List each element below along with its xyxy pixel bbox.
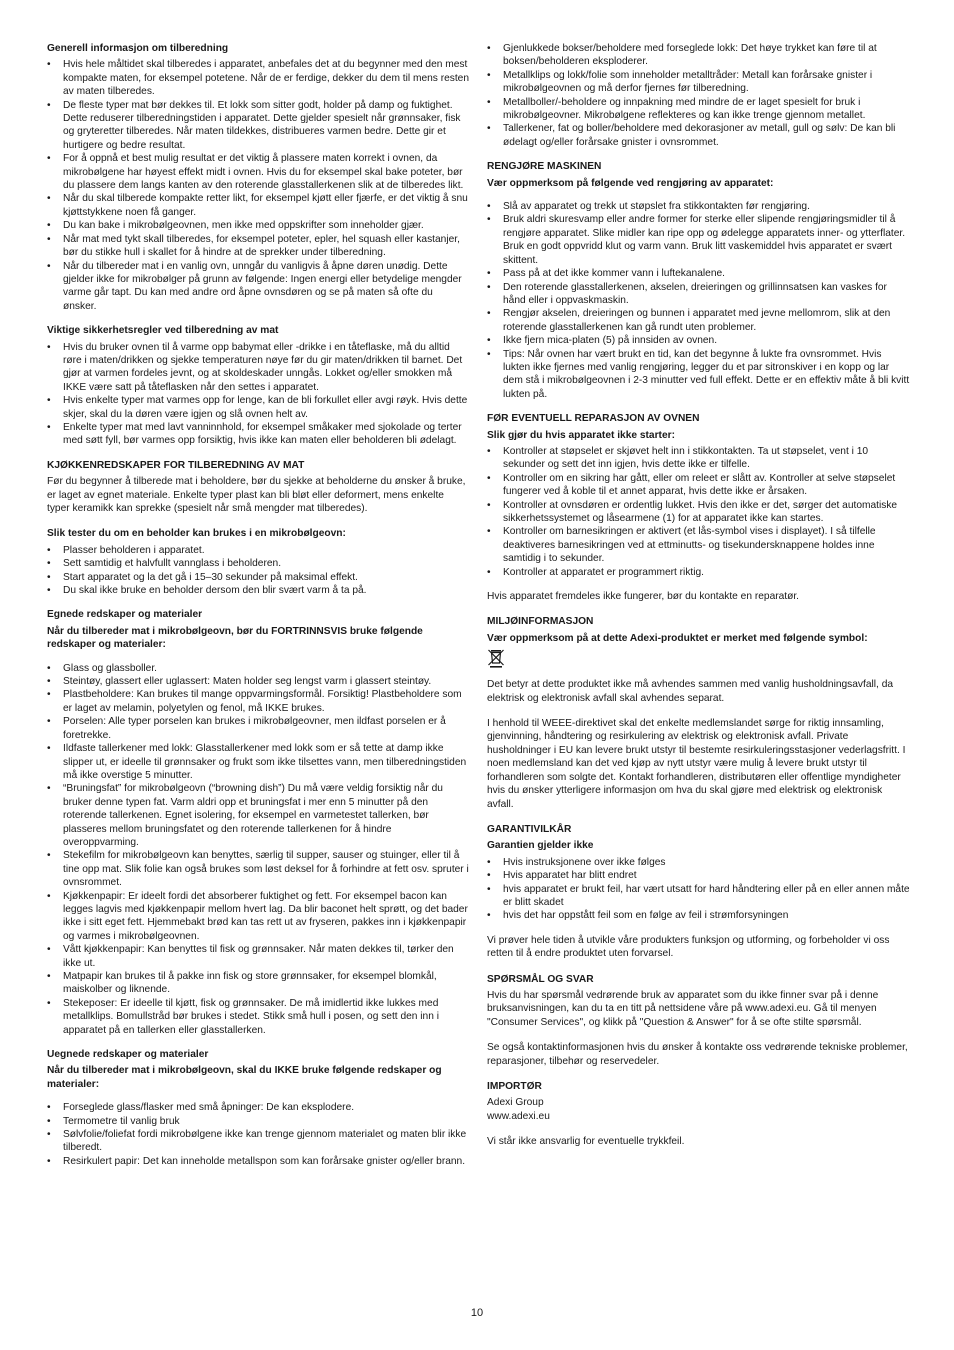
list-item: • Når du tilbereder mat i en vanlig ovn, unngår du vanligvis å åpne døren unødig. Dette gjelder ikke for mikrobølger på grunn av følgende: Ingen energi eller betydelige mengder varme går tapt. Du kan med andre ord åpne ovnsdøren og se på maten så ofte du ønsker. <box>47 260 469 314</box>
general-info-heading: Generell informasjon om tilberedning <box>47 43 229 54</box>
list-item: • Pass på at det ikke kommer vann i luftekanalene. <box>487 267 911 280</box>
unsuitable-heading: Uegnede redskaper og materialer <box>47 1049 209 1061</box>
list-item: • Kontroller at ovnsdøren er ordentlig lukket. Hvis den ikke er det, sørger det automatiske sikkerhetssystemet og låsearmene (1) for at apparatet ikke kan startes. <box>487 499 911 526</box>
environment-paragraph-1: Det betyr at dette produktet ikke må avhendes sammen med vanlig husholdningsavfall, da elektrisk og elektronisk avfall skal avhendes separat. <box>487 679 894 704</box>
list-item: • Tips: Når ovnen har vært brukt en tid, kan det begynne å lukte fra ovnsrommet. Hvis lukten ikke fjernes med vanlig rengjøring, legger du et par sitronskiver i en kopp og lar dem stå i mikrobølgeovnen i 2-3 minutter ved full effekt. Dette er en effektiv måte å bli kvitt lukten på. <box>487 348 911 402</box>
crossed-bin-icon <box>487 648 505 668</box>
list-item: • De fleste typer mat bør dekkes til. Et lokk som sitter godt, holder på damp og fuktighet. Dette reduserer tilberedningstiden i apparatet. Dette gjelder spesielt når grønnsaker, fisk og gryteretter tilberedes. Når maten tildekkes, distribueres varmen bedre. Dette gir et hurtigere og bedre resultat. <box>47 99 469 153</box>
printing-disclaimer: Vi står ikke ansvarlig for eventuelle trykkfeil. <box>487 1136 685 1148</box>
importer-heading: IMPORTØR <box>487 1081 542 1092</box>
list-item: • Stekefilm for mikrobølgeovn kan benyttes, særlig til supper, sauser og stuinger, eller til å tine opp mat. Slik folie kan også brukes som løst deksel for å forhindre at fett osv. spruter i ovnsrommet. <box>47 849 469 889</box>
list-item: • hvis apparatet er brukt feil, har vært utsatt for hard håndtering eller på en eller annen måte er blitt skadet <box>487 883 911 910</box>
list-item: • Plasser beholderen i apparatet. <box>47 544 469 557</box>
list-item: • Hvis du bruker ovnen til å varme opp babymat eller -drikke i en tåteflaske, må du alltid røre i maten/drikken og sjekke temperaturen nøye før du gir maten/drikken til barnet. Det gjør at varmen fordeles jevnt, og at skoldeskader unngås. Lokket og/eller smokken må IKKE være satt på tåteflasken når den settes i apparatet. <box>47 341 469 395</box>
list-item: • Metallboller/-beholdere og innpakning med mindre de er laget spesielt for bruk i mikrobølgeovner. Mikrobølgene reflekteres og kan ikke trenge gjennom metallet. <box>487 96 911 123</box>
page-number: 10 <box>470 1307 484 1319</box>
list-item: • Kontroller at apparatet er programmert riktig. <box>487 566 911 579</box>
list-item: • Ildfaste tallerkener med lokk: Glasstallerkener med lokk som er så tette at damp ikke slipper ut, er ideelle til grønnsaker og frukt som ikke tilsettes vann, men tilberedningstiden må ikke overstige 5 minutter. <box>47 742 469 782</box>
list-item: • Slå av apparatet og trekk ut støpslet fra stikkontakten før rengjøring. <box>487 200 911 213</box>
list-item: • Stekeposer: Er ideelle til kjøtt, fisk og grønnsaker. De må imidlertid ikke lukkes med metallklips. Bomullstråd bør brukes i stedet. Stikk små hull i posen, og sett den inn i apparatet på en tallerken eller glasstallerken. <box>47 997 469 1037</box>
list-item: • Glass og glassboller. <box>47 662 469 675</box>
general-info-list <box>47 58 469 313</box>
qa-paragraph-1: Hvis du har spørsmål vedrørende bruk av apparatet som du ikke finner svar på i denne bruksanvisningen, kan du ta en titt på nettsidene våre på www.adexi.eu. Gå til menyen "Consumer Services", og klikk på "Question & Answer" for å se ofte stilte spørsmål. <box>487 989 879 1028</box>
list-item: • Den roterende glasstallerkenen, akselen, dreieringen og grillinnsatsen kan vaskes for hånd eller i oppvaskmaskin. <box>487 281 911 308</box>
suitable-list <box>47 662 469 1037</box>
list-item: • Metallklips og lokk/folie som inneholder metalltråder: Metall kan forårsake gnister i mikrobølgeovnen og må derfor fjernes før tilberedning. <box>487 69 911 96</box>
unsuitable-subheading: Når du tilbereder mat i mikrobølgeovn, skal du IKKE bruke følgende redskaper og materialer: <box>47 1065 442 1090</box>
list-item: • Porselen: Alle typer porselen kan brukes i mikrobølgeovner, men ildfast porselen er å foretrekke. <box>47 715 469 742</box>
warranty-paragraph: Vi prøver hele tiden å utvikle våre produkters funksjon og utforming, og forbeholder vi oss retten til å endre produktet uten forvarsel. <box>487 934 890 960</box>
list-item: • Vått kjøkkenpapir: Kan benyttes til fisk og grønnsaker. Når maten dekkes til, tørker den ikke ut. <box>47 943 469 970</box>
cookware-paragraph: Før du begynner å tilberede mat i beholdere, bør du sjekke at beholderne du ønsker å bruke, er laget av egnet materiale. Enkelte typer plast kan bli bløt eller deformert, mens enkelte typer keramikk kan sprekke (spesielt når små mengder mat tilberedes). <box>47 476 466 514</box>
list-item: • Tallerkener, fat og boller/beholdere med dekorasjoner av metall, gull og sølv: De kan bli ødelagt og/eller forårsake gnister i ovnsrommet. <box>487 122 911 149</box>
list-item: • Når mat med tykt skall tilberedes, for eksempel poteter, epler, hel squash eller kastanjer, bør du stikke hull i skallet for å hindre at de sprekker under tilberedning. <box>47 233 469 260</box>
list-item: • Gjenlukkede bokser/beholdere med forseglede lokk: Det høye trykket kan føre til at boksen/beholderen eksploderer. <box>487 42 911 69</box>
environment-heading: MILJØINFORMASJON <box>487 616 594 628</box>
list-item: • Ikke fjern mica-platen (5) på innsiden av ovnen. <box>487 334 911 347</box>
left-column <box>47 42 469 1179</box>
list-item: • Bruk aldri skuresvamp eller andre former for sterke eller slipende rengjøringsmidler til å rengjøre apparatet. Slike midler kan ripe opp og ødelegge apparatets inner- og ytterflater. Bruk en godt oppvridd klut og varm vann. Bruk litt vaskemiddel hvis apparatet er svært skittent. <box>487 213 911 267</box>
safety-heading: Viktige sikkerhetsregler ved tilberedning av mat <box>47 325 279 337</box>
list-item: • Når du skal tilberede kompakte retter likt, for eksempel kjøtt eller fjærfe, er det viktig å snu kjøttstykkene noen få ganger. <box>47 192 469 219</box>
warranty-subheading: Garantien gjelder ikke <box>487 840 594 852</box>
repair-paragraph: Hvis apparatet fremdeles ikke fungerer, bør du kontakte en reparatør. <box>487 591 800 603</box>
list-item: • Hvis instruksjonene over ikke følges <box>487 856 911 869</box>
list-item: • Forseglede glass/flasker med små åpninger: De kan eksplodere. <box>47 1101 469 1114</box>
suitable-subheading: Når du tilbereder mat i mikrobølgeovn, bør du FORTRINNSVIS bruke følgende redskaper og materialer: <box>47 625 423 651</box>
warranty-heading: GARANTIVILKÅR <box>487 823 572 835</box>
list-item: • Du skal ikke bruke en beholder dersom den blir svært varm å ta på. <box>47 584 469 597</box>
list-item: • Matpapir kan brukes til å pakke inn fisk og store grønnsaker, for eksempel blomkål, maiskolber og liknende. <box>47 970 469 997</box>
test-heading: Slik tester du om en beholder kan brukes i en mikrobølgeovn: <box>47 528 346 540</box>
list-item: • Rengjør akselen, dreieringen og bunnen i apparatet med jevne mellomrom, slik at den roterende glasstallerkenen kan gå rundt uten problemer. <box>487 307 911 334</box>
unsuitable-list <box>47 1101 469 1168</box>
right-column <box>487 42 911 1149</box>
importer-website: www.adexi.eu <box>487 1110 550 1122</box>
list-item: • Termometre til vanlig bruk <box>47 1115 469 1128</box>
list-item: • Kontroller om barnesikringen er aktivert (et lås-symbol vises i displayet). I så tilfelle deaktiveres barnesikringen ved at ettminutts- og tisekundersknappene holdes inne samtidig i to sekunder. <box>487 525 911 565</box>
list-item: • Sett samtidig et halvfullt vannglass i beholderen. <box>47 557 469 570</box>
list-item: • Steintøy, glassert eller uglassert: Maten holder seg lengst varm i glassert steintøy. <box>47 675 469 688</box>
suitable-heading: Egnede redskaper og materialer <box>47 609 203 621</box>
list-item: • Du kan bake i mikrobølgeovnen, men ikke med oppskrifter som inneholder gjær. <box>47 219 469 232</box>
list-item: • hvis det har oppstått feil som en følge av feil i strømforsyningen <box>487 909 911 922</box>
list-item: • Hvis hele måltidet skal tilberedes i apparatet, anbefales det at du begynner med den mest kompakte maten, for eksempel potetene. Når de er ferdige, dekker du dem til mens resten av maten tilberedes. <box>47 58 469 98</box>
cleaning-list <box>487 200 911 401</box>
list-item: • Sølvfolie/foliefat fordi mikrobølgene ikke kan trenge gjennom materialet og maten blir ikke tilberedt. <box>47 1128 469 1155</box>
list-item: • Hvis apparatet har blitt endret <box>487 869 911 882</box>
warranty-list <box>487 856 911 923</box>
importer-name: Adexi Group <box>487 1097 544 1109</box>
test-list <box>47 544 469 598</box>
environment-subheading: Vær oppmerksom på at dette Adexi-produktet er merket med følgende symbol: <box>487 632 868 644</box>
list-item: • Resirkulert papir: Det kan inneholde metallspon som kan forårsake gnister og/eller brann. <box>47 1155 469 1168</box>
repair-heading: FØR EVENTUELL REPARASJON AV OVNEN <box>487 413 700 425</box>
cleaning-subheading: Vær oppmerksom på følgende ved rengjøring av apparatet: <box>487 177 774 189</box>
list-item: • Hvis enkelte typer mat varmes opp for lenge, kan de bli forkullet eller avgi røyk. Hvis dette skjer, skal du la døren være igjen og slå ovnen helt av. <box>47 394 469 421</box>
environment-paragraph-2: I henhold til WEEE-direktivet skal det enkelte medlemslandet sørge for riktig innsamling, gjenvinning, håndtering og resirkulering av elektrisk og elektronisk avfall. Private husholdninger i EU kan levere brukt utstyr til bestemte resirkuleringsstasjoner vederlagsfritt. I noen medlemsland kan det ved kjøp av nytt utstyr være mulig å levere brukt utstyr til forhandleren som solgte det. Kontakt forhandleren, distributøren eller offentlige myndigheter hvis du ønsker ytterligere informasjon om hva du skal gjøre med elektrisk og elektronisk avfall. <box>487 718 906 810</box>
list-item: • Kontroller om en sikring har gått, eller om releet er slått av. Kontroller at selve støpselet fungerer ved å koble til et annet apparat, hvis dette ikke er årsaken. <box>487 472 911 499</box>
list-item: • Kjøkkenpapir: Er ideelt fordi det absorberer fuktighet og fett. For eksempel bacon kan legges lagvis med kjøkkenpapir mellom hvert lag. Da blir baconet helt sprøtt, og det bader ikke i sitt eget fett. Hjemmebakt brød kan tas rett ut av fryseren, pakkes inn i kjøkkenpapir og varmes i mikrobølgeovnen. <box>47 890 469 944</box>
list-item: • For å oppnå et best mulig resultat er det viktig å plassere maten korrekt i ovnen, da mikrobølgene har høyest effekt midt i ovnen. Hvis du for eksempel skal bake poteter, bør du plassere dem langs kanten av den roterende glasstallerkenen slik at de tilberedes likt. <box>47 152 469 192</box>
list-item: • Start apparatet og la det gå i 15–30 sekunder på maksimal effekt. <box>47 571 469 584</box>
repair-list <box>487 445 911 579</box>
list-item: • Kontroller at støpselet er skjøvet helt inn i stikkontakten. Ta ut støpselet, vent i 10 sekunder og sett det inn igjen, hvis dette ikke er tilfelle. <box>487 445 911 472</box>
repair-subheading: Slik gjør du hvis apparatet ikke starter: <box>487 429 675 441</box>
safety-list <box>47 341 469 448</box>
unsuitable-list-continued <box>487 42 911 149</box>
cleaning-heading: RENGJØRE MASKINEN <box>487 161 602 173</box>
list-item: • Plastbeholdere: Kan brukes til mange oppvarmingsformål. Forsiktig! Plastbeholdere som er laget av melamin, polyetylen og fenol, må IKKE brukes. <box>47 688 469 715</box>
cookware-heading: KJØKKENREDSKAPER FOR TILBEREDNING AV MAT <box>47 459 305 471</box>
qa-paragraph-2: Se også kontaktinformasjonen hvis du ønsker å kontakte oss vedrørende tekniske problemer, reparasjoner, tilbehør og reservedeler. <box>487 1042 908 1067</box>
qa-heading: SPØRSMÅL OG SVAR <box>487 973 594 985</box>
list-item: • “Bruningsfat” for mikrobølgeovn (“browning dish”) Du må være veldig forsiktig når du bruker denne typen fat. Varm aldri opp et bruningsfat i mer enn 5 minutter på den roterende tallerkenen. Egnet isolering, for eksempel en varmetestet tallerken, bør plasseres mellom bruningsfatet og den roterende tallerkenen for å hindre overoppvarming. <box>47 782 469 849</box>
list-item: • Enkelte typer mat med lavt vanninnhold, for eksempel småkaker med sjokolade og terter med søtt fyll, bør varmes opp forsiktig, hvis ikke kan maten eller beholderen bli ødelagt. <box>47 421 469 448</box>
